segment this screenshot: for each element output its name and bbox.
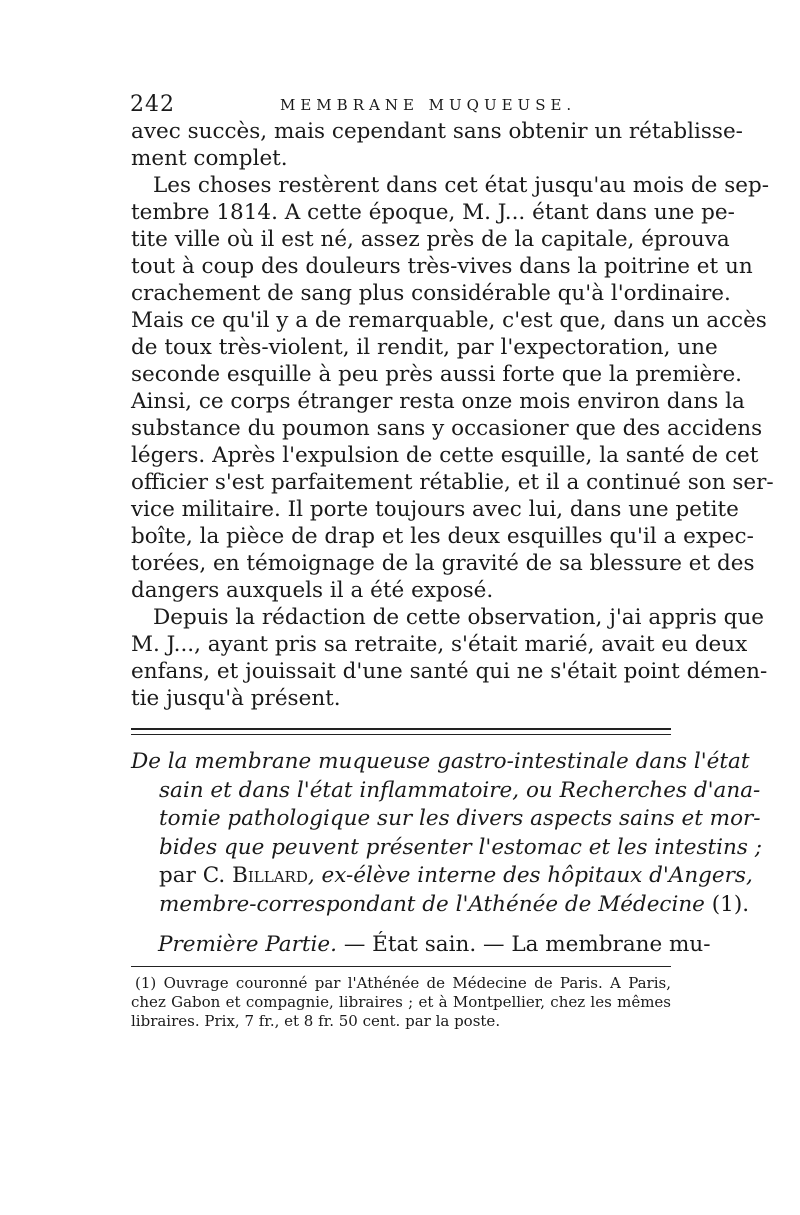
text-line: officier s'est parfaitement rétablie, et il a continué son ser- — [131, 470, 774, 495]
text-line: avec succès, mais cependant sans obtenir un rétablisse- — [131, 119, 743, 144]
article-title-text: bides que peuvent présenter l'estomac et les intestins ; — [159, 834, 762, 860]
article-author-line — [131, 862, 753, 891]
running-title: MEMBRANE MUQUEUSE. — [280, 96, 577, 114]
text-line: crachement de sang plus considérable qu'à l'ordinaire. — [131, 281, 731, 306]
text-line: M. J..., ayant pris sa retraite, s'était marié, avait eu deux — [131, 632, 748, 657]
article-affiliation-line — [131, 891, 750, 920]
text-line: substance du poumon sans y occasioner que des accidens — [131, 416, 763, 441]
text-line: torées, en témoignage de la gravité de sa blessure et des — [131, 551, 755, 576]
text-line: boîte, la pièce de drap et les deux esquilles qu'il a expec- — [131, 524, 754, 549]
footnote-line: chez Gabon et compagnie, libraires ; et à Montpellier, chez les mêmes — [131, 993, 671, 1011]
part-heading-line — [158, 932, 711, 957]
text-line: vice militaire. Il porte toujours avec lui, dans une petite — [131, 497, 739, 522]
footnote-reference: (1). — [711, 891, 750, 917]
text-line: enfans, et jouissait d'une santé qui ne s'était point démen- — [131, 659, 768, 684]
footnote-divider — [131, 966, 671, 967]
text-line: Depuis la rédaction de cette observation, j'ai appris que — [153, 605, 765, 630]
text-line: tite ville où il est né, assez près de la capitale, éprouva — [131, 227, 730, 252]
text-line: dangers auxquels il a été exposé. — [131, 578, 494, 603]
text-line: Ainsi, ce corps étranger resta onze mois environ dans la — [131, 389, 745, 414]
part-heading-text: — État sain. — La membrane mu- — [343, 932, 711, 957]
footnote-line: (1) Ouvrage couronné par l'Athénée de Médecine de Paris. A Paris, — [135, 974, 671, 992]
body-text — [131, 118, 774, 712]
text-line: tembre 1814. A cette époque, M. J... étant dans une pe- — [131, 200, 735, 225]
footnote-line: libraires. Prix, 7 fr., et 8 fr. 50 cent. par la poste. — [131, 1012, 501, 1030]
part-label: Première Partie. — [158, 932, 337, 957]
text-line: ment complet. — [131, 146, 288, 171]
text-line: tie jusqu'à présent. — [131, 686, 341, 711]
text-line: Mais ce qu'il y a de remarquable, c'est que, dans un accès — [131, 308, 767, 333]
article-title-line — [131, 834, 762, 863]
author-name: Billard — [232, 863, 308, 888]
text-line: tout à coup des douleurs très-vives dans la poitrine et un — [131, 254, 753, 279]
text-line: seconde esquille à peu près aussi forte que la première. — [131, 362, 743, 387]
footnote — [131, 974, 671, 1031]
text-line: légers. Après l'expulsion de cette esquille, la santé de cet — [131, 443, 759, 468]
page-header — [130, 92, 670, 116]
affiliation-text: membre-correspondant de l'Athénée de Médecine — [159, 891, 705, 917]
article-title-line: tomie pathologique sur les divers aspects sains et mor- — [159, 806, 761, 831]
article-title-block — [131, 748, 762, 919]
author-prefix: par C. — [159, 863, 226, 888]
author-affiliation: , ex-élève interne des hôpitaux d'Angers, — [307, 863, 753, 888]
article-title-line: sain et dans l'état inflammatoire, ou Recherches d'ana- — [159, 777, 761, 803]
section-divider-thick — [131, 728, 671, 730]
section-divider-thin — [131, 734, 671, 735]
article-title-line: De la membrane muqueuse gastro-intestinale dans l'état — [131, 749, 750, 774]
text-line: Les choses restèrent dans cet état jusqu'au mois de sep- — [153, 173, 769, 198]
page-number: 242 — [130, 92, 175, 117]
text-line: de toux très-violent, il rendit, par l'expectoration, une — [131, 335, 718, 360]
